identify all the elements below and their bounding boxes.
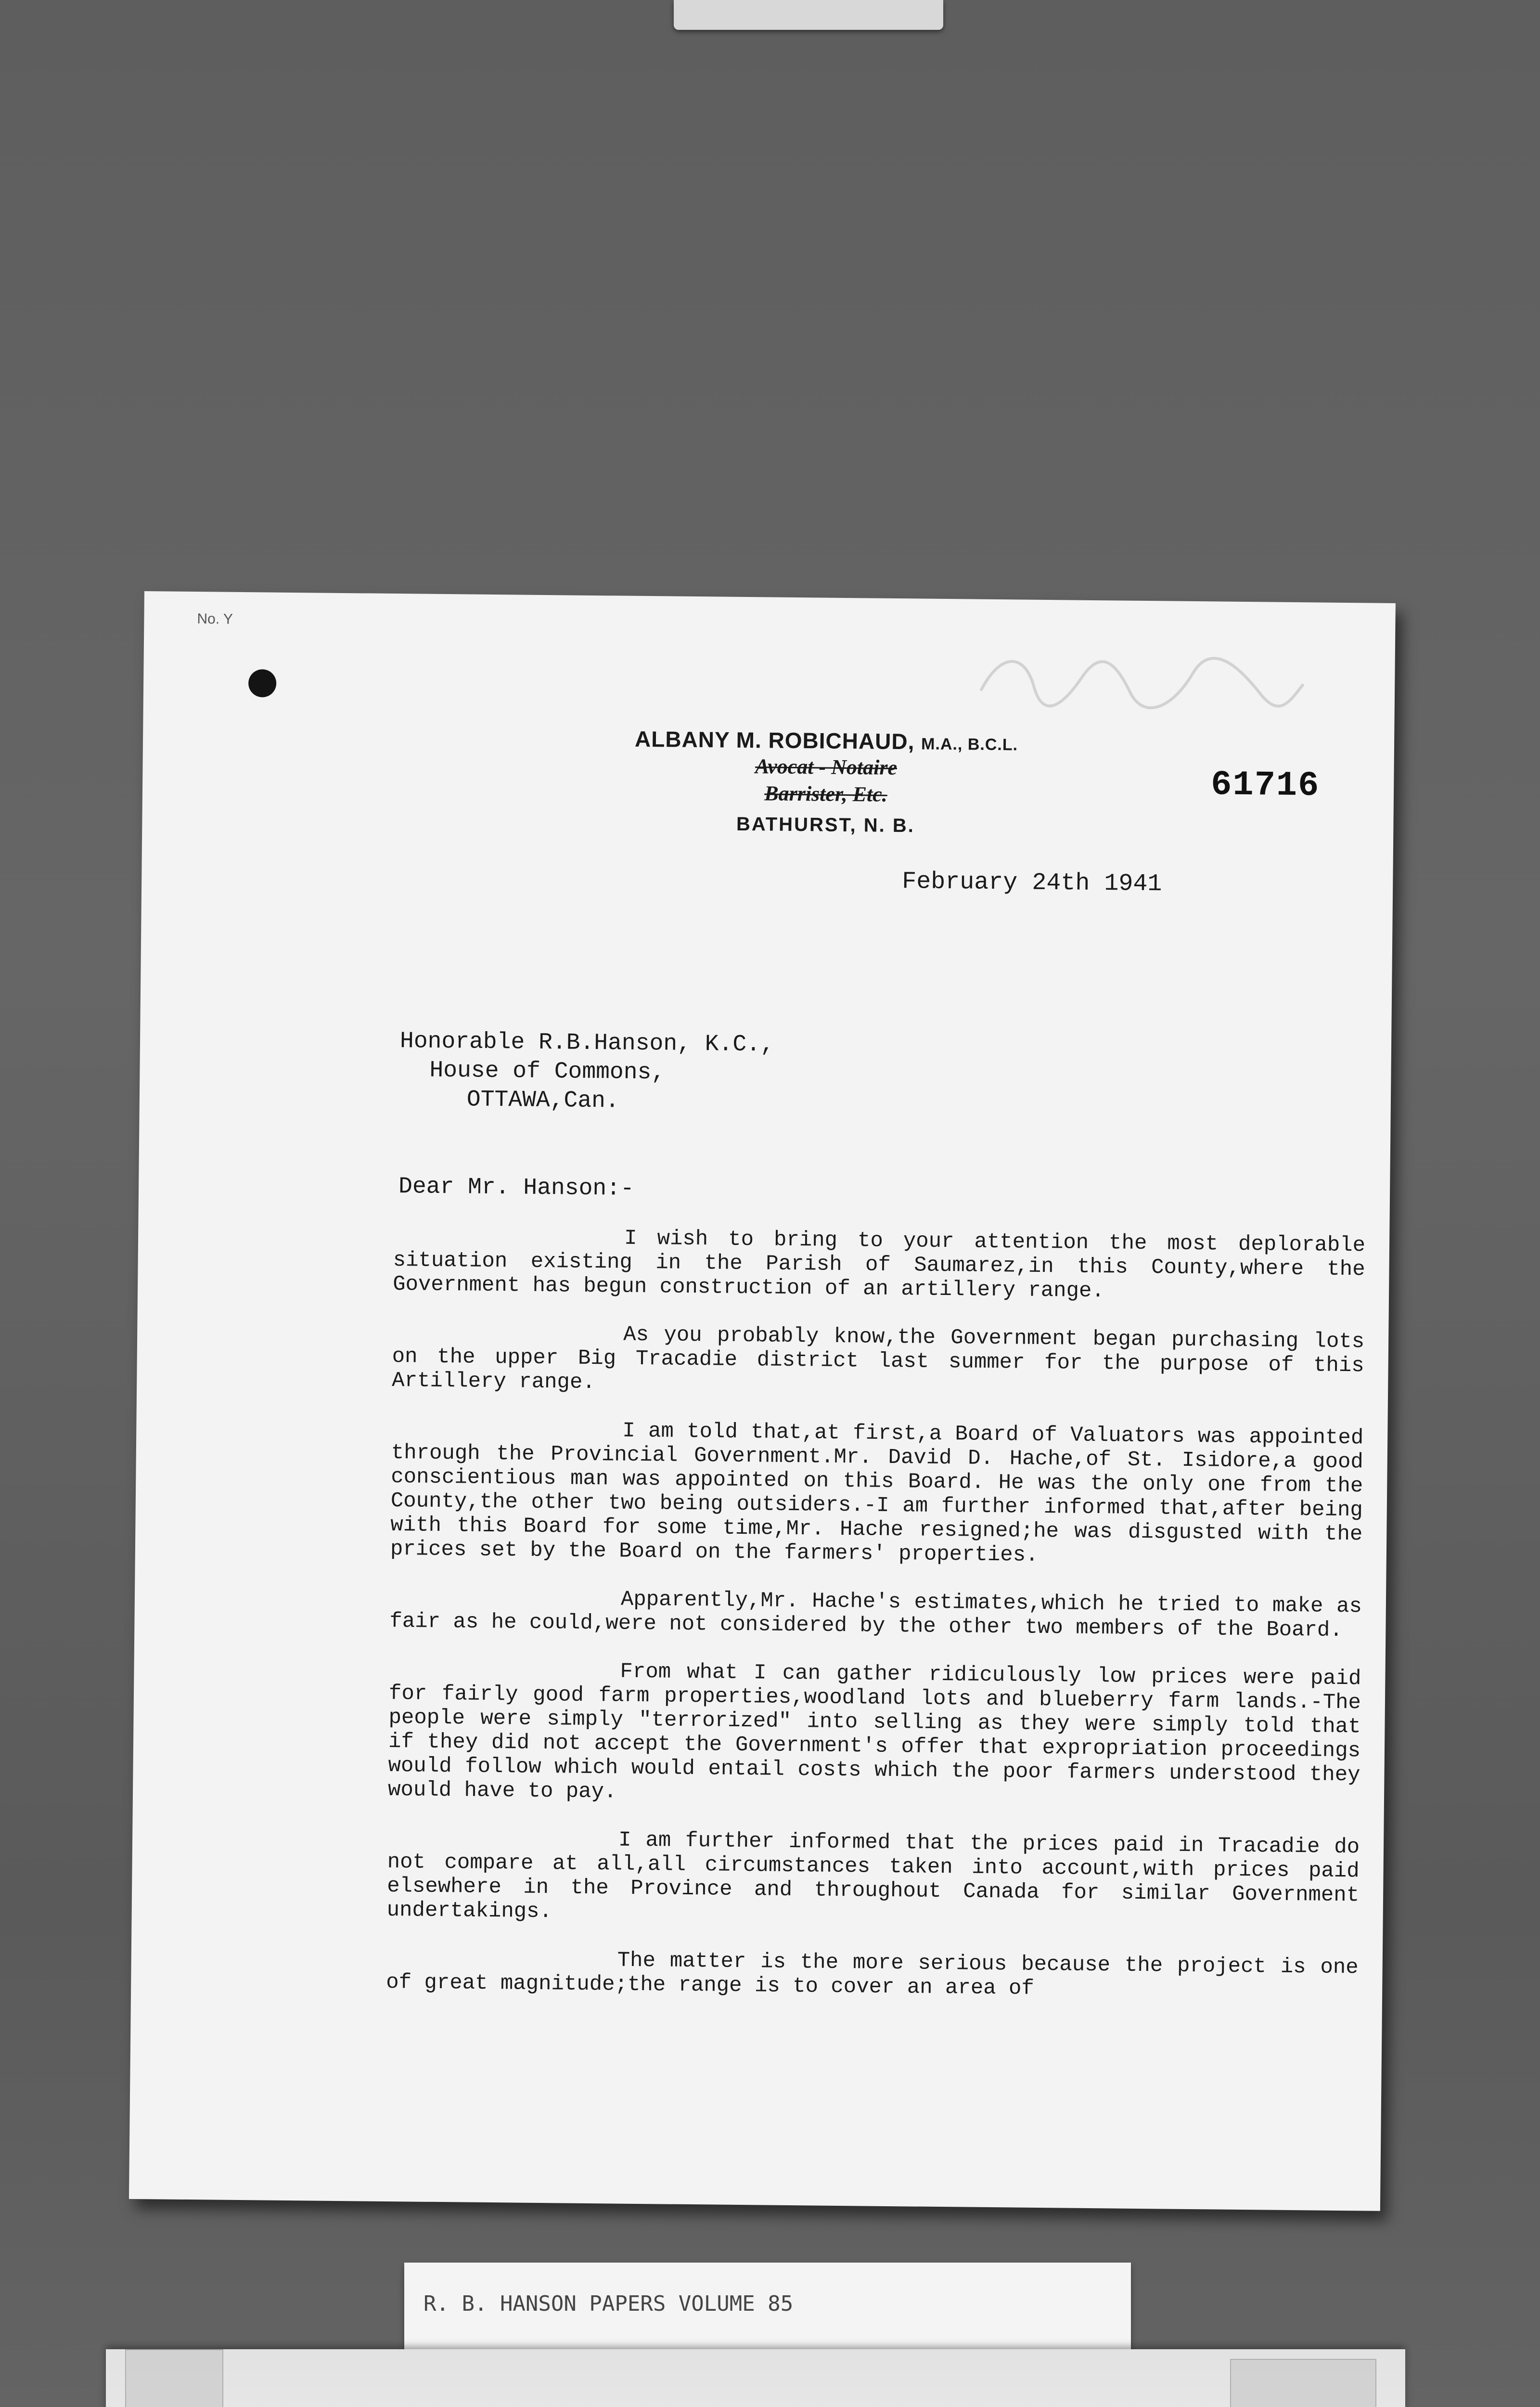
attorney-name: ALBANY M. ROBICHAUD, xyxy=(634,726,915,754)
attorney-degrees: M.A., B.C.L. xyxy=(921,735,1018,754)
salutation: Dear Mr. Hanson:- xyxy=(398,1174,635,1202)
attorney-role-english: Barrister, Etc. xyxy=(764,781,888,806)
archive-volume-text: R. B. HANSON PAPERS VOLUME 85 xyxy=(424,2291,794,2316)
letter-date: February 24th 1941 xyxy=(902,868,1162,898)
address-line: OTTAWA,Can. xyxy=(466,1087,619,1114)
reference-number: 61716 xyxy=(1210,765,1320,806)
body-paragraph: From what I can gather ridiculously low prices were paid for fairly good farm properties,woodland lots and blueberry farm lands.-The people were simply "terrorized" into selling as they were simply told that if they did not accept the Government's offer that expropriation proceedings would follow which would entail costs which the poor farmers understood they would have to pay. xyxy=(387,1659,1361,1804)
recipient-address xyxy=(399,1027,774,1117)
corner-mark: No. Y xyxy=(197,611,233,627)
address-line: Honorable R.B.Hanson, K.C., xyxy=(399,1028,775,1058)
letter-body xyxy=(386,1224,1366,2028)
letter-page xyxy=(129,591,1396,2211)
tape-left xyxy=(125,2349,223,2407)
letterhead-city: BATHURST, N. B. xyxy=(736,813,915,837)
body-paragraph: The matter is the more serious because the project is one of great magnitude;the range is to cover an area of xyxy=(386,1948,1359,2001)
attorney-role-french: Avocat - Notaire xyxy=(755,754,898,780)
letterhead xyxy=(537,725,1115,839)
body-paragraph: I wish to bring to your attention the most deplorable situation existing in the Parish of Saumarez,in this County,where the Government has begun construction of an artillery range. xyxy=(392,1226,1366,1304)
body-paragraph: I am further informed that the prices paid in Tracadie do not compare at all,all circumstances taken into account,with prices paid elsewhere in the Province and throughout Canada for similar Government undertakings. xyxy=(386,1828,1360,1924)
body-paragraph: I am told that,at first,a Board of Valuators was appointed through the Provincial Government.Mr. David D. Hache,of St. Isidore,a good conscientious man was appointed on this Board. He was the only one from the County,the other two being outsiders.-I am further informed that,after being with this Board for some time,Mr. Hache resigned;he was disgusted with the prices set by the Board on the farmers' properties. xyxy=(390,1419,1364,1567)
archive-stamp-card xyxy=(106,2349,1405,2407)
punch-hole xyxy=(248,669,277,698)
tape-right xyxy=(1230,2359,1376,2407)
body-paragraph: Apparently,Mr. Hache's estimates,which he tried to make as fair as he could,were not considered by the other two members of the Board. xyxy=(389,1587,1362,1643)
address-line: House of Commons, xyxy=(429,1057,666,1086)
top-clip xyxy=(674,0,943,30)
body-paragraph: As you probably know,the Government began purchasing lots on the upper Big Tracadie district last summer for the purpose of this Artillery range. xyxy=(392,1322,1365,1395)
faint-signature-scribble xyxy=(971,633,1309,728)
